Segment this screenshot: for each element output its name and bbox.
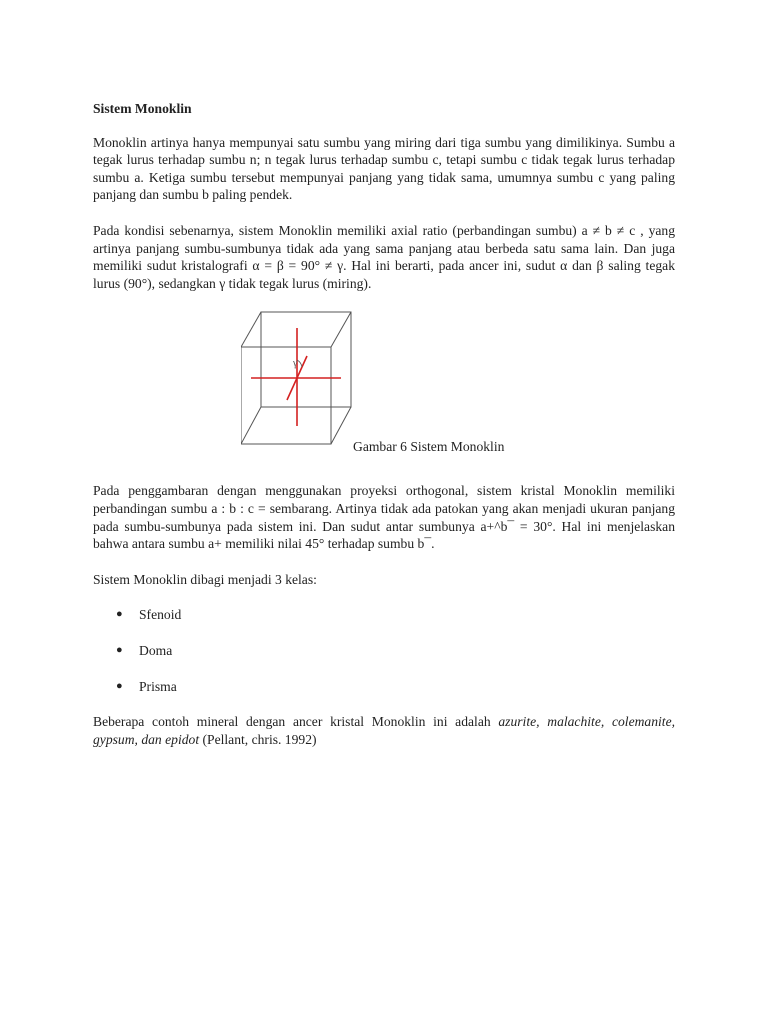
cube-front-face — [241, 347, 331, 444]
paragraph-class-intro: Sistem Monoklin dibagi menjadi 3 kelas: — [93, 571, 317, 587]
gamma-angle-label: γ — [293, 358, 298, 370]
class-list — [93, 606, 675, 695]
paragraph-axial-ratio: Pada kondisi sebenarnya, sistem Monoklin memiliki axial ratio (perbandingan sumbu) a ≠ b ≠ c , yang artinya panjang sumbu-sumbunya tidak ada yang sama panjang atau berbeda satu sama lain. Dan juga memiliki sudut kristalografi α = β = 90° ≠ γ. Hal ini berarti, pada ancer ini, sudut α dan β saling tegak lurus (90°), sedangkan γ tidak tegak lurus (miring). — [93, 222, 675, 291]
bullet-icon: ● — [116, 679, 123, 692]
list-item — [93, 606, 675, 624]
figure-caption: Gambar 6 Sistem Monoklin — [353, 439, 505, 455]
list-item-label: Prisma — [139, 678, 177, 694]
examples-lead: Beberapa contoh mineral dengan ancer kristal Monoklin ini adalah — [93, 714, 499, 730]
section-heading: Sistem Monoklin — [93, 101, 192, 116]
cube-edge-tl — [241, 312, 261, 347]
list-item-label: Sfenoid — [139, 607, 182, 623]
monoclinic-crystal-diagram — [241, 308, 356, 448]
citation: (Pellant, chris. 1992) — [199, 731, 317, 747]
cube-edge-tr — [331, 312, 351, 347]
cube-edge-br — [331, 407, 351, 444]
document-page — [93, 100, 675, 766]
bullet-icon: ● — [116, 643, 123, 656]
mineral-examples: azurite, malachite, colemanite, gypsum, dan epidot — [93, 714, 676, 747]
bullet-icon: ● — [116, 608, 123, 621]
paragraph-examples — [93, 713, 675, 748]
list-item-label: Doma — [139, 642, 173, 658]
figure-monoclinic — [93, 308, 675, 466]
cube-edge-bl — [241, 407, 261, 444]
list-item — [93, 642, 675, 660]
paragraph-definition: Monoklin artinya hanya mempunyai satu sumbu yang miring dari tiga sumbu yang dimilikinya. Sumbu a tegak lurus terhadap sumbu n; n tegak lurus terhadap sumbu c, tetapi sumbu c tidak tegak lurus terhadap sumbu a. Ketiga sumbu tersebut mempunyai panjang yang tidak sama, umumnya sumbu c yang paling panjang dan sumbu b paling pendek. — [93, 134, 675, 203]
paragraph-orthogonal-projection: Pada penggambaran dengan menggunakan proyeksi orthogonal, sistem kristal Monoklin memiliki perbandingan sumbu a : b : c = sembarang. Artinya tidak ada patokan yang akan menjadi ukuran panjang pada sumbu-sumbunya pada sistem ini. Dan sudut antar sumbunya a+^b¯ = 30°. Hal ini menjelaskan bahwa antara sumbu a+ memiliki nilai 45° terhadap sumbu b¯. — [93, 483, 675, 552]
list-item — [93, 678, 675, 696]
